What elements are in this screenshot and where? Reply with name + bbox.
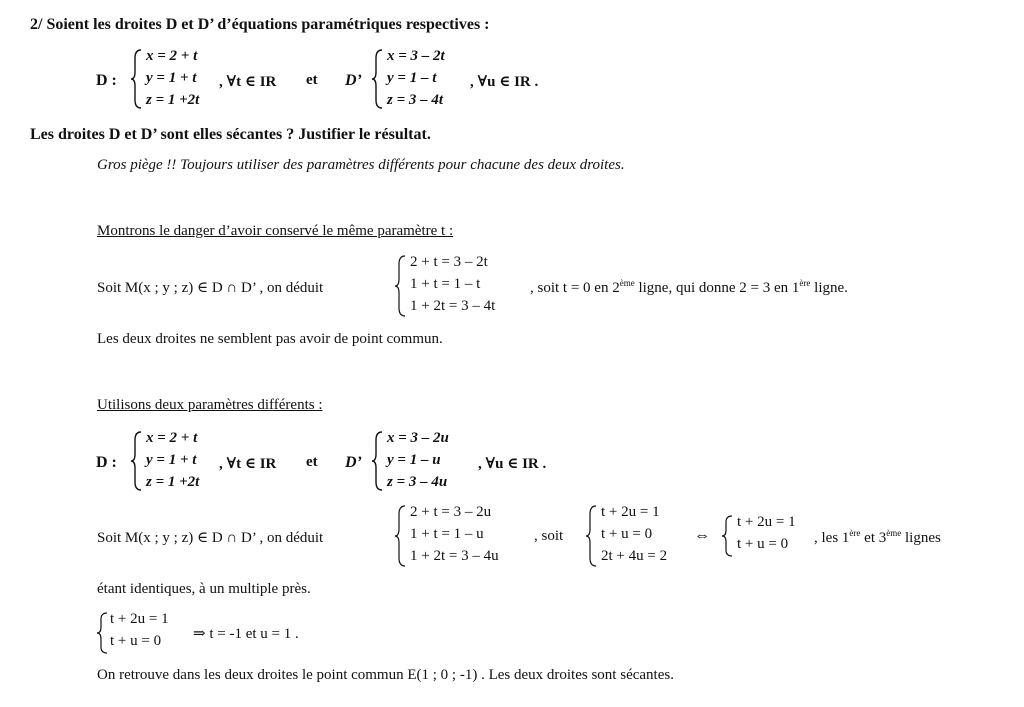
part2-final-result: ⇒ t = -1 et u = 1 . (193, 626, 299, 642)
part2-conclusion: On retrouve dans les deux droites le point commun E(1 ; 0 ; -1) . Les deux droites sont sécantes. (97, 667, 674, 683)
system-dp-line-3: z = 3 – 4t (387, 92, 444, 108)
part2-d-label: D : (96, 454, 117, 471)
part2-soit: Soit M(x ; y ; z) ∈ D ∩ D’ , on déduit (97, 530, 324, 546)
part1-system-line-1: 2 + t = 3 – 2t (410, 254, 488, 270)
part2-system-dp (372, 430, 477, 492)
part2-system-2-line-1: t + 2u = 1 (601, 504, 660, 520)
part2-system-3-line-2: t + u = 0 (737, 536, 789, 552)
system-d-line-1: x = 2 + t (146, 48, 198, 64)
brace-icon (395, 504, 407, 568)
part2-lines-a: , les 1 (814, 530, 850, 546)
part2-d-line-1: x = 2 + t (146, 430, 198, 446)
part2-system-1-line-2: 1 + t = 1 – u (410, 526, 484, 542)
part2-connector-et: et (306, 454, 318, 470)
part2-dp-line-3: z = 3 – 4u (387, 474, 448, 490)
brace-icon (131, 430, 143, 492)
part1-conclusion-a: , soit t = 0 en 2 (530, 280, 620, 296)
part1-system-line-2: 1 + t = 1 – t (410, 276, 481, 292)
part2-system-2 (586, 504, 691, 568)
system-d-quantifier: , ∀t ∈ IR (219, 74, 277, 90)
part2-system-3 (722, 514, 817, 558)
part2-final-system-line-1: t + 2u = 1 (110, 611, 169, 627)
part2-d-quantifier: , ∀t ∈ IR (219, 456, 277, 472)
part2-final-system (97, 611, 192, 655)
part2-sup-a: ère (849, 528, 861, 538)
question-text: Les droites D et D’ sont elles sécantes ? Justifier le résultat. (30, 126, 431, 143)
brace-icon (372, 430, 384, 492)
part2-title: Utilisons deux paramètres différents : (97, 397, 323, 413)
brace-icon (395, 254, 407, 318)
brace-icon (586, 504, 598, 568)
part1-conclusion-b: ligne, qui donne 2 = 3 en 1 (634, 280, 800, 296)
part2-soit2: , soit (534, 528, 564, 544)
part2-lines-note (814, 528, 941, 547)
system-dp-line-1: x = 3 – 2t (387, 48, 445, 64)
part1-system (395, 254, 525, 318)
part2-d-line-3: z = 1 +2t (146, 474, 200, 490)
part1-sup-a: ème (619, 278, 635, 288)
part2-system-d (131, 430, 221, 492)
line-dp-label: D’ (345, 72, 362, 89)
line-d-label: D : (96, 72, 117, 89)
part2-system-1-line-1: 2 + t = 3 – 2u (410, 504, 492, 520)
part2-lines-c: lignes (901, 530, 941, 546)
part2-system-2-line-2: t + u = 0 (601, 526, 653, 542)
exercise-heading: 2/ Soient les droites D et D’ d’équations paramétriques respectives : (30, 16, 490, 33)
part1-soit: Soit M(x ; y ; z) ∈ D ∩ D’ , on déduit (97, 280, 324, 296)
part1-result: Les deux droites ne semblent pas avoir de point commun. (97, 331, 443, 347)
part2-final-system-line-2: t + u = 0 (110, 633, 162, 649)
part2-system-1-line-3: 1 + 2t = 3 – 4u (410, 548, 499, 564)
part2-system-3-line-1: t + 2u = 1 (737, 514, 796, 530)
part2-lines-b: et 3 (860, 530, 887, 546)
system-d (131, 48, 221, 110)
system-dp-line-2: y = 1 – t (387, 70, 437, 86)
part2-dp-label: D’ (345, 454, 362, 471)
part1-title: Montrons le danger d’avoir conservé le même paramètre t : (97, 223, 454, 239)
brace-icon (722, 514, 734, 558)
system-dp-quantifier: , ∀u ∈ IR . (470, 74, 539, 90)
part2-system-1 (395, 504, 530, 568)
part2-dp-line-1: x = 3 – 2u (387, 430, 449, 446)
connector-et: et (306, 72, 318, 88)
system-d-line-2: y = 1 + t (146, 70, 197, 86)
equivalence-arrow-icon: ⇔ (694, 527, 710, 544)
brace-icon (97, 611, 109, 655)
warning-text: Gros piège !! Toujours utiliser des paramètres différents pour chacune des deux droites. (97, 157, 625, 173)
part2-system-2-line-3: 2t + 4u = 2 (601, 548, 668, 564)
part2-sup-b: ème (886, 528, 902, 538)
part1-conclusion-c: ligne. (810, 280, 848, 296)
part2-d-line-2: y = 1 + t (146, 452, 197, 468)
part2-dp-line-2: y = 1 – u (387, 452, 441, 468)
part1-sup-b: ère (799, 278, 811, 288)
brace-icon (131, 48, 143, 110)
part1-system-line-3: 1 + 2t = 3 – 4t (410, 298, 496, 314)
system-dp (372, 48, 472, 110)
part2-identical: étant identiques, à un multiple près. (97, 581, 311, 597)
system-d-line-3: z = 1 +2t (146, 92, 200, 108)
brace-icon (372, 48, 384, 110)
part1-conclusion (530, 278, 848, 297)
part2-dp-quantifier: , ∀u ∈ IR . (478, 456, 547, 472)
